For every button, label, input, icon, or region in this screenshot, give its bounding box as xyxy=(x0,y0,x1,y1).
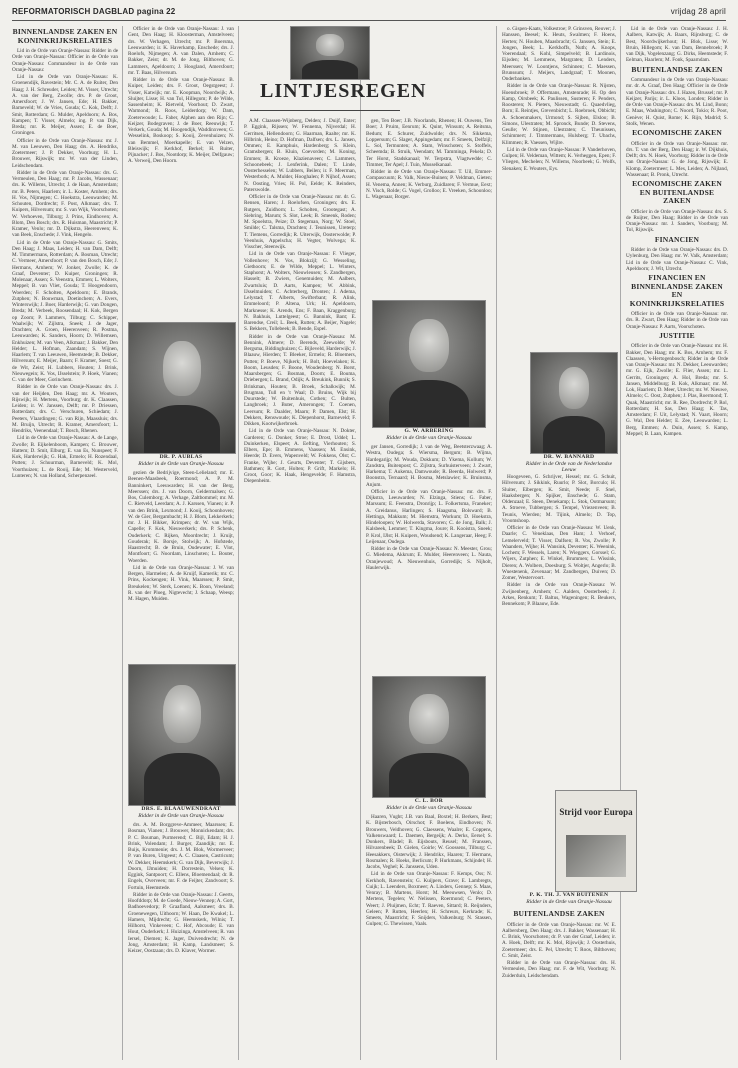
portrait-photo xyxy=(372,300,486,428)
newspaper-page-label: REFORMATORISCH DAGBLAD pagina 22 xyxy=(12,7,176,16)
section-heading-buitenlandse-bottom: BUITENLANDSE ZAKEN xyxy=(513,909,605,918)
photo-caption xyxy=(128,454,234,467)
portrait-photo xyxy=(128,322,236,454)
photo-caption xyxy=(366,428,492,441)
column-rule xyxy=(360,26,361,1060)
column-2-middle: gezien de Bedrijvige, Steen-Lelieland; mr. E. Beenen-Maasbeek, Roermond; A. P. M. Banninkert, Leeuwarden; H. van der Berg, Meerssen; drs. J. van Doorn, Geldermalsen; G. Bos, Culemborg; A. Verhage, Zaltbommel; mr. M. C. Rietveld, Leerdam; A. J. Karssen, Vianen; ir. P. van den Brink, Lexmond; J. Kooij, Schoonhoven; W. de Gier, Bergambacht; H. J. Blom, Lekkerkerk; mr. J. H. Bikker, Krimpen; dr. W. van Wijk, Capelle; F. Kok, Nieuwerkerk; drs. P. Schenk, Ouderkerk; C. Rijken, Moordrecht; J. Kruijt, Gouderak; K. Borsje, Stolwijk; A. Hofstede, Haastrecht; B. de Bruin, Oudewater; E. Vlot, Montfoort; G. Noordam, Linschoten; L. Bouter, Woerden. Lid in de Orde van Oranje-Nassau: J. W. van Bergen, Harmelen; A. de Kruijf, Kamerik; mr. C. Prins, Kockengen; H. Vink, Maarssen; P. Smit, Breukelen; W. Sterk, Loenen; K. Boon, Vreeland; R. van der Ploeg, Nigtevecht; J. Schaap, Weesp; M. Hagen, Muiden. xyxy=(128,470,234,602)
column-rule xyxy=(122,26,123,1060)
column-4-middle: ger Jansen, Gorredijk; J. van de Weg, Beetsterzwaag; A. Westra, Oudega; S. Wiersma, Bergum; B. Wijma, Hardegarijp; M. Wouda, Dokkum; D. Ykema, Kollum; W. Zandstra, Buitenpost; C. Zijlstra, Surhuisterveen; J. Zwart, Harkema; T. Aukema, Damwoude; R. Beerda, Holwerd; P. Boonstra, Ternaard; H. Bosma, Metslawier; K. Bruinsma, Anjum. Officier in de Orde van Oranje-Nassau: mr. drs. F. Dijkstra, Leeuwarden; N. Elzinga, Stiens; G. Faber, Marssum; E. Feenstra, Dronrijp; L. Folkertsma, Franeker; A. Greidanus, Harlingen; S. Haagsma, Bolsward; B. Hettinga, Makkum; M. Hiemstra, Workum; D. Hoekstra, Hindeloopen; W. Holwerda, Stavoren; C. de Jong, Balk; J. Kalsbeek, Lemmer; T. Kingma, Joure; R. Kooistra, Sneek; P. Krol, IJlst; H. Kuipers, Woudsend; K. Langeraar, Heeg; F. Leijenaar, Oudega. Ridder in de Orde van Oranje-Nassau: N. Meester, Grou; G. Miedema, Akkrum; E. Mulder, Heerenveen; L. Nauta, Oranjewoud; A. Nieuwenhuis, Gorredijk; S. Nijholt, Haulerwijk. xyxy=(366,444,492,571)
column-6: Lid in de Orde van Oranje-Nassau: J. H. Aalbers, Katwijk; A. Baars, Rijnsburg; C. de Best, Noordwijkerhout; H. Blok, Lisse; W. Bruin, Hillegom; K. van Dam, Bennebroek; P. van Dijk, Vogelenzang; G. Dirks, Heemstede; F. Eelman, Haarlem; M. Fonk, Spaarndam. BUITENLANDSE ZAKEN Commandeur in de Orde van Oranje-Nassau: mr. dr. A. Graaf, Den Haag; Officier in de Orde van Oranje-Nassau: drs. J. Hazen, Brussel; mr. P. Keijzer, Parijs; ir. L. Kloos, Londen; Ridder in de Orde van Oranje-Nassau: drs. M. Lind, Bonn; E. Maas, Washington; C. Noord, Tokio; R. Poot, Genève; H. Quist, Rome; K. Rijn, Madrid; S. Stolk, Wenen. ECONOMISCHE ZAKEN Officier in de Orde van Oranje-Nassau: mr. drs. T. van der Berg, Den Haag; ir. W. Dijkhuis, Delft; drs. N. Hoek, Voorburg; Ridder in de Orde van Oranje-Nassau: G. de Jong, Rijswijk; E. Klomp, Zoetermeer; L. Mes, Leiden; A. Nijland, Wassenaar; B. Pronk, Utrecht. ECONOMISCHE ZAKEN EN BUITENLANDSE ZAKEN Officier in de Orde van Oranje-Nassau: drs. S. de Ruijter, Den Haag; Ridder in de Orde van Oranje-Nassau: mr. J. Sanders, Voorburg; M. Tol, Rijswijk. FINANCIEN Ridder in de Orde van Oranje-Nassau: drs. D. Uylenburg, Den Haag; mr. W. Valk, Amsterdam; Lid in de Orde van Oranje-Nassau: C. Vink, Apeldoorn; J. Wit, Utrecht. FINANCIEN EN BINNENLANDSE ZAKEN EN KONINKRIJKSRELATIES Officier in de Orde van Oranje-Nassau: mr. drs. R. Zwart, Den Haag; Ridder in de Orde van Oranje-Nassau: P. Aarts, Voorschoten. JUSTITIE Officier in de Orde van Oranje-Nassau: mr. H. Bakker, Den Haag; mr. K. Bos, Arnhem; mr. F. Claassen, 's-Hertogenbosch; Ridder in de Orde van Oranje-Nassau: mr. N. Dekker, Leeuwarden; mr. G. Eijk, Zwolle; E. Flier, Assen; mr. L. Gerrits, Groningen; A. Hol, Breda; mr. S. Jansen, Middelburg; B. Kok, Alkmaar; mr. M. Lok, Haarlem; D. Meer, Utrecht; mr. W. Nieuwe, Almelo; C. Oost, Zutphen; J. Plas, Roermond; T. Quak, Maastricht; mr. R. Ree, Dordrecht; P. Rol, Rotterdam; H. Sas, Den Haag; K. Tas, Amsterdam; F. Uit, Lelystad; N. Vaart, Hoorn; G. Wal, Den Helder; E. Zee, Leeuwarden; L. Berg, Emmen; A. Duin, Assen; S. Kamp, Meppel; B. Laan, Kampen. xyxy=(626,26,728,437)
caption-text: Ridder in de Orde van Oranje-Nassau xyxy=(138,460,224,467)
book-cover-illustration xyxy=(566,835,626,877)
column-5-top: o. Gispen-Kaats, Volkestroe; P. Grinsven, Reuver; J. Hanssen, Beesel; K. Heuts, Swalmen; F. Hoens, Herten; N. Houben, Maasbracht; G. Janssen, Stein; E. Jongen, Beek; L. Kerkhoffs, Nuth; A. Knops, Voerendaal; S. Kohl, Simpelveld; B. Lardinois, Eijsden; M. Lemmens, Margraten; D. Lenders, Meerssen; W. Loontjens, Schinnen; C. Maessen, Brunssum; J. Meijers, Landgraaf; T. Moonen, Onderbanken. Ridder in de Orde van Oranje-Nassau: R. Nijsten, Hoensbroek; P. Offermans, Amstenrade; H. Op den Kamp, Oirsbeek; K. Paulissen, Susteren; F. Penders, Roosteren; N. Pieters, Nieuwstadt; G. Quaedvlieg, Born; E. Reintjes, Grevenbicht; L. Roebroek, Obbicht; A. Schoenmakers, Urmond; S. Sijben, Elsloo; B. Simons, Ulestraten; M. Spronck, Bunde; D. Stevens, Geulle; W. Stijnen, Ulestraten; C. Theunissen, Schimmert; J. Timmermans, Hulsberg; T. Ubachs, Klimmen; R. Vaessen, Wijlre. Lid in de Orde van Oranje-Nassau: P. Vanderhoven, Gulpen; H. Veldeman, Wittem; K. Verheggen, Epen; F. Vliegen, Mechelen; N. Willems, Noorbeek; G. Wolfs, Slenaken; E. Wouters, Eys. xyxy=(502,26,616,172)
caption-name: DRS. E. BLAAUWENDRAAT xyxy=(141,806,221,812)
section-heading-justitie: JUSTITIE xyxy=(659,330,695,340)
publication-date: vrijdag 28 april xyxy=(670,7,726,16)
caption-name: G. W. ARBERING xyxy=(404,428,454,434)
caption-text: Ridder in de Orde van de Nederlandse Leeuw xyxy=(525,460,613,474)
column-rule xyxy=(620,26,621,1060)
section-heading-financien: FINANCIEN xyxy=(654,234,700,244)
masthead xyxy=(12,6,726,21)
photo-caption xyxy=(520,454,618,474)
caption-name: P. K. TH. J. VAN BUITENEN xyxy=(529,892,609,898)
book-cover-image xyxy=(555,790,637,892)
body-text: Lid in de Orde van Oranje-Nassau: Ridder in de Orde van Oranje-Nassau: Officier in de Orde van Oranje-Nassau: Commandeur in de Orde van Oranje-Nassau: xyxy=(12,48,118,73)
section-heading-buitenlandse: BUITENLANDSE ZAKEN xyxy=(631,64,723,74)
caption-text: Ridder in de Orde van Oranje-Nassau xyxy=(386,804,472,811)
column-5-bottom: BUITENLANDSE ZAKEN Officier in de Orde van Oranje-Nassau: mr. W. E. Aalbersberg, Den Haag; drs. J. Bakker, Wassenaar; H. C. Brink, Voorschoten; dr. P. van der Graaf, Leiden; ir. A. Hoek, Delft; mr. K. Mol, Rijswijk; J. Oosterhuis, Zoetermeer; drs. E. Pel, Utrecht; T. Roos, Bilthoven; C. Smit, Zeist. Ridder in de Orde van Oranje-Nassau: drs. H. Vermeulen, Den Haag; mr. F. de Wit, Voorburg; N. Zuiderduin, Leidschendam. xyxy=(502,909,616,979)
banner-rule xyxy=(250,110,400,111)
photo-caption xyxy=(366,798,492,811)
caption-name: DR. P. AUBLAS xyxy=(159,454,203,460)
section-heading-economische-buitenlandse: ECONOMISCHE ZAKEN EN BUITENLANDSE ZAKEN xyxy=(632,179,722,205)
section-heading-economische: ECONOMISCHE ZAKEN xyxy=(632,128,722,137)
column-rule xyxy=(238,26,239,1060)
column-rule xyxy=(496,26,497,1060)
caption-text: Ridder in de Orde van Oranje-Nassau xyxy=(386,434,472,441)
portrait-photo xyxy=(530,352,618,454)
portrait-photo xyxy=(372,676,486,798)
caption-name: C. L. BOR xyxy=(414,798,444,804)
photo-caption xyxy=(520,892,618,905)
page-banner-title: LINTJESREGEN xyxy=(260,80,427,102)
column-1: BINNENLANDSE ZAKEN EN KONINKRIJKSRELATIES Lid in de Orde van Oranje-Nassau: Ridder in de Orde van Oranje-Nassau: Officier in de Orde van Oranje-Nassau: Commandeur in de Orde van Oranje-Nassau: Lid in de Orde van Oranje-Nassau: K. Groenendijk, Ravestein; Mr. C. A. de Ruiter, Den Haag; J. H. Schreuder, Leiden; M. Visser, Utrecht; A. van der Berg, Zwolle; drs. P. de Groot, Amersfoort; J. W. Jansen, Ede; H. Bakker, Barneveld; W. de Vries, Gouda; C. Kok, Delft; J. Smit, Rotterdam; G. Mulder, Apeldoorn; A. Bos, Kampen; T. Visser, Almelo; ing. P. van Dijk, Breda; mr. R. Meijer, Assen; E. de Boer, Groningen. Officier in de Orde van Oranje-Nassau: mr. J. M. van Leeuwen, Den Haag; drs. A. Hendriks, Zoetermeer; J. P. Dekker, Voorburg; H. L. Brouwer, Rijswijk; mr. W. van der Linden, Leidschendam. Ridder in de Orde van Oranje-Nassau: drs. G. Vermeulen, Den Haag; mr. P. Jacobs, Wassenaar; drs. K. Willems, Utrecht; J. de Haan, Amsterdam; mr. B. Peters, Haarlem; ir. L. Koster, Arnhem; drs. H. Vos, Nijmegen; C. Hoekstra, Leeuwarden; M. Schouten, Dordrecht; F. Post, Alkmaar; drs. T. Kuipers, Hilversum; mr. S. van Wijk, Voorschoten; W. Verhoeven, Tilburg; J. Prins, Eindhoven; A. Blom, Den Bosch; drs. R. Huisman, Maastricht; P. Kramer, Venlo; mr. D. Dijkstra, Heerenveen; K. van Beek, Enschede; J. Vink, Hengelo. Lid in de Orde van Oranje-Nassau: G. Smits, Den Haag; J. Maas, Leiden; H. van Dam, Delft; M. Timmermans, Rotterdam; A. Bosman, Utrecht; C. Vermeer, Amersfoort; P. van den Bosch, Ede; J. Hermans, Arnhem; W. Jonker, Zwolle; K. de Graaf, Deventer; D. Kuiper, Groningen; R. Molenaar, Assen; S. Veenstra, Emmen; L. Wolters, Meppel; B. van Vliet, Gouda; T. Hoogendoorn, Woerden; F. Scholten, Apeldoorn; E. Brands, Zutphen; N. Bouwman, Doetinchem; A. Evers, Winterswijk; J. Boer, Harderwijk; G. van Dongen, Breda; M. Verbeek, Roosendaal; H. Kok, Bergen op Zoom; P. Lammers, Tilburg; C. Schipper, Waalwijk; W. Zijlstra, Sneek; J. de Jager, Drachten; A. Groen, Heerenveen; R. Postma, Leeuwarden; K. Sanders, Hoorn; D. Willemsen, Enkhuizen; M. van Veen, Alkmaar; J. Bakker, Den Helder; L. Hofman, Zaandam; S. Wijnen, Haarlem; T. van Leeuwen, Heemstede; B. Dekker, Hilversum; E. Meijer, Baarn; F. Kramer, Soest; G. de Wit, Zeist; H. Lubbers, Houten; J. Brink, Nieuwegein; K. Vos, IJsselstein; P. Hoek, Vianen; C. van der Meer, Gorinchem. Ridder in de Orde van Oranje-Nassau: drs. J. van der Heijden, Den Haag; mr. A. Wouters, Rijswijk; H. Mertens, Voorburg; dr. K. Claassen, Leiden; ir. W. Janssen, Delft; mr. P. Driessen, Rotterdam; drs. C. Verschuren, Schiedam; J. Peeters, Vlaardingen; G. van Rijn, Maassluis; drs. M. Bruijn, Utrecht; R. Kramer, Amersfoort; L. Hendriks, Veenendaal; T. Bosch, Rhenen. Lid in de Orde van Oranje-Nassau: A. de Lange, Zwolle; B. Eijkelenboom, Kampen; C. Brouwer, Hattem; D. Smit, Elburg; E. van Es, Nunspeet; F. Kok, Harderwijk; G. Hak, Ermelo; H. Rozendaal, Putten; J. Schuurman, Barneveld; K. Mol, Voorthuizen; L. de Rooij, Ede; M. Westerveld, Lunteren; N. van Holland, Scherpenzeel. xyxy=(12,27,118,479)
caption-text: Ridder in de Orde van Oranje-Nassau xyxy=(138,812,224,819)
book-title: Strijd voor Europa xyxy=(559,807,633,817)
column-2-bottom: drs. A. M. Borggreve-Ammeer, Maarssen; E. Bosman, Vianen; J. Brouwer, Monnickendam; drs. P. C. Bouman, Purmerend; C. Bijl, Edam; H. J. Brink, Volendam; J. Burger, Zaandijk; mr. E. Buijs, Krommenie; drs. J. M. Blok, Wormerveer; P. van Buren, Uitgeest; A. C. Claasen, Castricum; W. Dekker, Heemskerk; G. van Dijk, Beverwijk; J. Doorn, IJmuiden; H. Dorrestein, Velsen; K. Eggink, Santpoort; C. Ellens, Bloemendaal; dr. R. Engels, Overveen; mr. F. de Feijter, Zandvoort; S. Fortuin, Heemstede. Ridder in de Orde van Oranje-Nassau: J. Geerts, Hoofddorp; M. de Goede, Nieuw-Vennep; A. Gort, Badhoevedorp; P. Graafland, Aalsmeer; drs. B. Groenewegen, Uithoorn; W. Haan, De Kwakel; L. Hamers, Mijdrecht; G. Heemskerk, Wilnis; T. Hilhorst, Vinkeveen; C. Hof, Abcoude; E. van Hout, Ouderkerk; J. Huizinga, Amstelveen; R. van Iersel, Diemen; K. Jager, Duivendrecht; N. de Jong, Amsterdam; H. Kamp, Landsmeer; S. Keizer, Oostzaan; drs. D. Klaver, Wormer. xyxy=(128,822,234,954)
column-4-bottom: Haaren, Vught; J.B. van Baal, Boxtel; H. Berkers, Best; K. Bijsterbosch, Oirschot; F. Boelens, Eindhoven; N. Brouwers, Veldhoven; G. Claessens, Waalre; E. Coppens, Valkenswaard; L. Daemen, Bergeijk; A. Derks, Eersel; S. Donkers, Bladel; B. Eijsbouts, Reusel; M. Franssen, Hilvarenbeek; D. Gielen, Goirle; W. Goossens, Tilburg; C. Heesakkers, Oisterwijk; J. Hendrikx, Haaren; T. Hermans, Rosmalen; R. Hoeks, Berlicum; P. Hurkmans, Schijndel; H. Jacobs, Veghel; K. Janssens, Uden. Lid in de Orde van Oranje-Nassau: F. Kemps, Oss; N. Kerkhofs, Ravenstein; G. Kuijpers, Grave; E. Lambregts, Cuijk; L. Leenders, Boxmeer; A. Linders, Gennep; S. Maas, Venray; B. Martens, Horst; M. Meeuwsen, Venlo; D. Mertens, Tegelen; W. Nelissen, Roermond; C. Peeters, Weert; J. Pluijmen, Echt; T. Raeven, Sittard; R. Reijnders, Geleen; P. Rutten, Heerlen; H. Schreurs, Kerkrade; K. Smeets, Maastricht; F. Snijders, Valkenburg; N. Stassen, Gulpen; G. Thewissen, Vaals. xyxy=(366,814,492,928)
portrait-photo xyxy=(290,26,370,80)
column-2-top: Officier in de Orde van Oranje-Nassau: J. van Gent, Den Haag; H. Kloosterman, Amstelveen; drs. W. Verhagen, Utrecht; mr. P. Boersma, Leeuwarden; ir. K. Haverkamp, Enschede; drs. J. Roelofs, Nijmegen; A. van Dalen, Arnhem; C. Bakker, Zeist; dr. M. de Jong, Bilthoven; G. Lammers, Apeldoorn; J. Hoogland, Amersfoort; mr. T. Baas, Hilversum. Ridder in de Orde van Oranje-Nassau: B. Kuiper, Leiden; drs. F. Groot, Oegstgeest; J. Visser, Katwijk; mr. E. Koopman, Noordwijk; A. Sluijter, Lisse; H. van Tol, Hillegom; P. de Wilde, Sassenheim; K. Rietveld, Voorhout; D. Zwart, Warmond; R. Roos, Leiderdorp; W. Dam, Zoeterwoude; L. Faber, Alphen aan den Rijn; C. Keijzer, Bodegraven; J. de Boer, Reeuwijk; T. Verkerk, Gouda; M. Hoogendijk, Waddinxveen; G. Wesselink, Boskoop; S. Kooij, Zevenhuizen; N. van Bemmel, Moerkapelle; E. van Velzen, Bleiswijk; F. Kerkhof, Berkel; H. Ruiter, Pijnacker; J. Bos, Nootdorp; K. Meijer, Delfgauw; A. Verweij, Den Hoorn. xyxy=(128,26,234,165)
column-5-middle: Hoogeveen, G. Schrijver, Hessel; mr. G. Schuit, Hilversum; J. Sikkink, Ruurlo; P. Slot, Borculo; H. Sluiter, Eibergen; K. Smit, Neede; F. Snel, Haaksbergen; N. Spijker, Enschede; G. Stam, Oldenzaal; E. Steen, Denekamp; L. Stok, Ootmarsum; A. Stroeve, Tubbergen; S. Tempel, Vriezenveen; B. Teunis, Wierden; M. Tijink, Almelo; D. Top, Vroomshoop. Officier in de Orde van Oranje-Nassau: W. Uenk, Daarle; C. Veneklaas, Den Ham; J. Verhoef, Lemelerveld; T. Visser, Dalfsen; R. Vos, Zwolle; P. Waanders, Wijhe; H. Wansink, Deventer; K. Weenink, Lochem; F. Wessels, Laren; N. Wieggers, Gorssel; G. Wijers, Zutphen; E. Winkel, Brummen; L. Wissink, Dieren; A. Wolbers, Doesburg; S. Woltjer, Angerlo; B. Wuestenenk, Zevenaar; M. Zandbergen, Duiven; D. Zomer, Westervoort. Ridder in de Orde van Oranje-Nassau: W. Zwijnenberg, Arnhem; C. Aalders, Oosterbeek; J. Arkes, Renkum; T. Baltus, Wageningen; R. Beukers, Bennekom; P. Blaauw, Ede. xyxy=(502,474,616,607)
section-heading-binnenlandse: BINNENLANDSE ZAKEN EN KONINKRIJKSRELATIES xyxy=(12,27,118,45)
caption-text: Ridder in de Orde van Oranje-Nassau xyxy=(526,898,612,905)
column-3: A.M. Claassen-Wijnberg, Delden; J. Duijf, Enter; P. Eggink, Rijssen; W. Fennema, Nijverdal; H. Gerritsen, Hellendoorn; G. Haarman, Raalte; mr. K. Hilbrink, Heino; D. Hofman, Dalfsen; drs. L. Jansen, Ommen; E. Kamphuis, Hardenberg; S. Klein, Gramsbergen; B. Kluin, Coevorden; M. Koning, Emmen; R. Kroeze, Klazienaveen; C. Lammers, Schoonebeek; J. Lenferink, Dalen; T. Linde, Oosterhesselen; W. Lubbers, Beilen; ir. F. Meerman, Westerbork; A. Mulder, Hooghalen; P. Nijhof, Assen; N. Oosting, Vries; H. Pol, Eelde; K. Reinders, Paterswolde. Officier in de Orde van Oranje-Nassau: mr. dr. G. Rensen, Haren; J. Roelofsen, Groningen; drs. E. Rutgers, Zuidhorn; L. Scholten, Grootegast; A. Siebring, Marum; S. Slot, Leek; B. Smeenk, Roden; M. Spoelstra, Peize; D. Stegeman, Norg; W. Stoel, Smilde; C. Talsma, Drachten; J. Teunissen, Ureterp; T. Tiemens, Gorredijk; R. Uiterwijk, Oosterwolde; P. Veenhuis, Appelscha; H. Vegter, Wolvega; K. Visscher, Steenwijk. Lid in de Orde van Oranje-Nassau: F. Vlieger, Vollenhove; N. Vos, Blokzijl; G. Wesseling, Giethoorn; E. de Wilde, Meppel; L. Winters, Staphorst; A. Wolters, Nieuwleusen; S. Zandbergen, Hasselt; B. Zwiers, Genemuiden; M. Aalbers, Zwartsluis; D. Aarts, Kampen; W. Abbink, IJsselmuiden; C. Achterberg, Dronten; J. Adema, Lelystad; T. Alberts, Swifterbant; R. Alink, Emmeloord; P. Altena, Urk; H. Apeldoorn, Marknesse; K. Arends, Ens; F. Baan, Kraggenburg; N. Bakhuis, Luttelgeest; G. Bannink, Bant; E. Barendse, Creil; L. Beek, Rutten; A. Beijer, Nagele; S. Bekkers, Tollebeek; B. Bende, Espel. Ridder in de Orde van Oranje-Nassau: M. Bennink, Almere; D. Berends, Zeewolde; W. Bergsma, Biddinghuizen; C. Bijleveld, Harderwijk; J. Blaauw, Hierden; T. Bleeker, Ermelo; R. Bloemers, Putten; P. Boeve, Nijkerk; H. Bolt, Hoevelaken; K. Boom, Leusden; F. Boone, Woudenberg; N. Borst, Maarsbergen; G. Bosman, Doorn; E. Bouma, Driebergen; L. Brand, Odijk; A. Breukink, Bunnik; S. Brinkman, Houten; B. Broek, Schalkwijk; M. Brugman, Tull en 't Waal; D. Bruins, Wijk bij Duurstede; W. Buitenhuis, Cothen; C. Bulten, Langbroek; J. Buter, Amerongen; T. Coenen, Leersum; R. Daalder, Maarn; P. Damen, Elst; H. Dekkers, Renswoude; K. Diepenhorst, Barneveld; F. Dikken, Kootwijkerbroek. Lid in de Orde van Oranje-Nassau: N. Dokter, Garderen; G. Donker, Stroe; E. Drost, Uddel; L. Duinkerken, Elspeet; A. Eefting, Vierhouten; S. Elbers, Epe; B. Emmens, Vaassen; M. Ensink, Heerde; D. Evers, Wapenveld; W. Fokkens, Olst; C. Franke, Wijhe; J. Geurts, Deventer; T. Gijsbers, Bathmen; R. Gort, Holten; P. Grift, Markelo; H. Groot, Goor; K. Haak, Hengevelde; F. Hamstra, Diepenheim. xyxy=(244,118,356,485)
portrait-photo xyxy=(128,664,236,806)
photo-caption xyxy=(128,806,234,819)
section-heading-financien-binnenlandse: FINANCIEN EN BINNENLANDSE ZAKEN EN KONINKRIJKSRELATIES xyxy=(629,273,725,308)
column-4-top: gen, Ten Boer; J.B. Noorlands, Rhenen; H. Ouwens, Ten Boer; J. Pruim, Eenrum; K. Quint, Winsum; A. Reitsma, Bedum; E. Schurer, Zuidwolde; drs. N. Sikkema, Loppersum; G. Slager, Appingedam; mr. F. Smeets, Delfzijl; L. Sol, Termunten; A. Stam, Winschoten; S. Stoffels, Scheemda; B. Struik, Veendam; M. Tamminga, Pekela; D. Ter Horst, Stadskanaal; W. Terpstra, Vlagtwedde; C. Timmer, Ter Apel; J. Tuin, Musselkanaal. Ridder in de Orde van Oranje-Nassau: T. Uil, Emmer-Compascuum; R. Valk, Nieuw-Buinen; P. Veldman, Gieten; H. Venema, Annen; K. Verburg, Zuidlaren; F. Vermue, Eext; N. Visch, Rolde; G. Vogel, Grolloo; E. Vreeken, Schoonloo; L. Wagenaar, Borger. xyxy=(366,118,492,200)
caption-name: DR. W. BANNARD xyxy=(543,454,595,460)
